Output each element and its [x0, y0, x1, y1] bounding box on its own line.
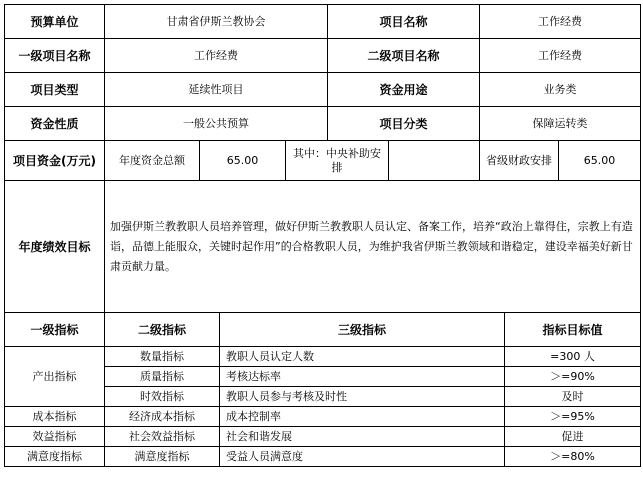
- project-info-table: [4, 4, 641, 313]
- header-target: 指标目标值: [505, 313, 641, 347]
- fund-nature-value: 一般公共预算: [105, 107, 328, 141]
- project-category-label: 项目分类: [328, 107, 480, 141]
- level1-cell: 效益指标: [5, 427, 105, 447]
- fund-nature-label: 资金性质: [5, 107, 105, 141]
- header-level1: 一级指标: [5, 313, 105, 347]
- target-cell: 促进: [505, 427, 641, 447]
- level3-cell: 社会和谐发展: [220, 427, 505, 447]
- table-row: [5, 427, 641, 447]
- annual-total-label: 年度资金总额: [105, 141, 200, 181]
- level2-cell: 满意度指标: [105, 447, 220, 467]
- table-row: [5, 407, 641, 427]
- project-type-label: 项目类型: [5, 73, 105, 107]
- header-level3: 三级指标: [220, 313, 505, 347]
- level3-cell: 教职人员参与考核及时性: [220, 387, 505, 407]
- level2-project-label: 二级项目名称: [328, 39, 480, 73]
- level1-project-value: 工作经费: [105, 39, 328, 73]
- project-category-value: 保障运转类: [480, 107, 641, 141]
- level2-cell: 质量指标: [105, 367, 220, 387]
- budget-unit-value: 甘肃省伊斯兰教协会: [105, 5, 328, 39]
- level1-cell: 产出指标: [5, 347, 105, 407]
- fund-use-label: 资金用途: [328, 73, 480, 107]
- target-cell: 及时: [505, 387, 641, 407]
- target-cell: =300 人: [505, 347, 641, 367]
- table-row: [5, 347, 641, 367]
- level2-cell: 数量指标: [105, 347, 220, 367]
- level1-cell: 成本指标: [5, 407, 105, 427]
- annual-goal-label: 年度绩效目标: [5, 181, 105, 313]
- central-subsidy-label: 其中：中央补助安排: [286, 141, 389, 181]
- level3-cell: 成本控制率: [220, 407, 505, 427]
- header-level2: 二级指标: [105, 313, 220, 347]
- budget-unit-label: 预算单位: [5, 5, 105, 39]
- table-row: [5, 447, 641, 467]
- level3-cell: 考核达标率: [220, 367, 505, 387]
- annual-total-value: 65.00: [200, 141, 286, 181]
- project-type-value: 延续性项目: [105, 73, 328, 107]
- project-name-value: 工作经费: [480, 5, 641, 39]
- annual-goal-text: 加强伊斯兰教教职人员培养管理，做好伊斯兰教教职人员认定、备案工作，培养“政治上靠得住，宗教上有造诣，品德上能服众，关键时起作用”的合格教职人员，为维护我省伊斯兰教领域和谐稳定，建设幸福美好新甘肃贡献力量。: [105, 181, 641, 313]
- funds-label: 项目资金(万元): [5, 141, 105, 181]
- project-name-label: 项目名称: [328, 5, 480, 39]
- level3-cell: 教职人员认定人数: [220, 347, 505, 367]
- level1-cell: 满意度指标: [5, 447, 105, 467]
- target-cell: ＞=90%: [505, 367, 641, 387]
- level2-cell: 时效指标: [105, 387, 220, 407]
- central-subsidy-value: [389, 141, 480, 181]
- provincial-value: 65.00: [559, 141, 641, 181]
- level2-cell: 经济成本指标: [105, 407, 220, 427]
- provincial-label: 省级财政安排: [480, 141, 559, 181]
- level1-project-label: 一级项目名称: [5, 39, 105, 73]
- level3-cell: 受益人员满意度: [220, 447, 505, 467]
- fund-use-value: 业务类: [480, 73, 641, 107]
- level2-project-value: 工作经费: [480, 39, 641, 73]
- target-cell: ＞=95%: [505, 407, 641, 427]
- indicator-table: [4, 312, 641, 467]
- level2-cell: 社会效益指标: [105, 427, 220, 447]
- target-cell: ＞=80%: [505, 447, 641, 467]
